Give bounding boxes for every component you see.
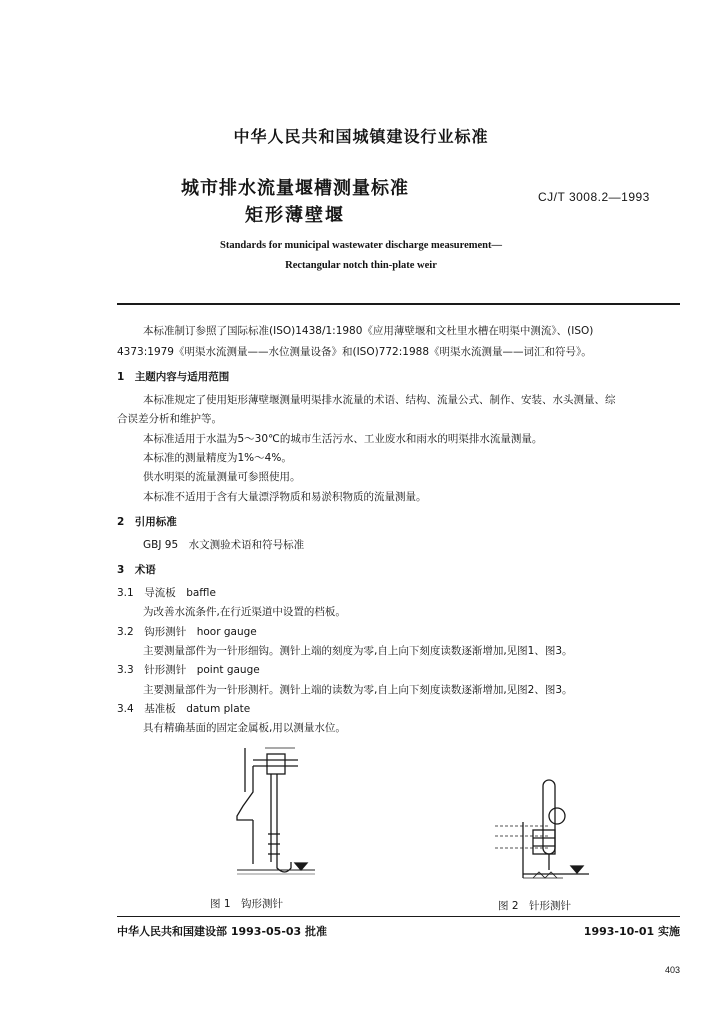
section-1-heading: 1 主题内容与适用范围 <box>117 371 230 383</box>
english-title-line1: Standards for municipal wastewater discharge measurement— <box>219 240 503 251</box>
section-2-heading: 2 引用标准 <box>117 516 177 528</box>
point-gauge-figure <box>493 778 593 890</box>
effective-date: 1993-10-01 实施 <box>583 925 680 938</box>
section-1-line1: 本标准规定了使用矩形薄壁堰测量明渠排水流量的术语、结构、流量公式、制作、安装、水头测量、综 <box>143 394 616 406</box>
term-3-2: 3.2 钩形测针 hoor gauge <box>117 626 257 638</box>
document-subtitle: 矩形薄壁堰 <box>245 205 345 226</box>
footer-divider <box>117 916 680 917</box>
term-3-3-definition: 主要测量部件为一针形测杆。测针上端的读数为零,自上向下刻度读数逐渐增加,见图2、图3。 <box>143 684 573 696</box>
intro-line2: 4373:1979《明渠水流测量——水位测量设备》和(ISO)772:1988《明渠水流测量——词汇和符号》。 <box>117 346 592 358</box>
section-1-line2: 合误差分析和维护等。 <box>117 413 222 425</box>
english-title-line2: Rectangular notch thin-plate weir <box>285 260 437 271</box>
term-3-4: 3.4 基准板 datum plate <box>117 703 251 715</box>
intro-line1: 本标准制订参照了国际标准(ISO)1438/1:1980《应用薄壁堰和文杜里水槽在明渠中测流》、(ISO) <box>143 325 594 337</box>
term-3-1-definition: 为改善水流条件,在行近渠道中设置的档板。 <box>143 606 346 618</box>
figure-2-caption: 图 2 针形测针 <box>498 900 572 912</box>
term-3-1: 3.1 导流板 baffle <box>117 587 216 599</box>
document-title: 城市排水流量堰槽测量标准 <box>181 178 409 199</box>
issuing-organization: 中华人民共和国城镇建设行业标准 <box>233 127 489 146</box>
term-3-3: 3.3 针形测针 point gauge <box>117 664 260 676</box>
section-1-line5: 供水明渠的流量测量可参照使用。 <box>143 471 301 483</box>
hook-gauge-figure <box>225 744 325 884</box>
section-1-line3: 本标准适用于水温为5～30℃的城市生活污水、工业废水和雨水的明渠排水流量测量。 <box>143 433 543 445</box>
header-divider <box>117 303 680 305</box>
figure-1-caption: 图 1 钩形测针 <box>210 898 284 910</box>
term-3-4-definition: 具有精确基面的固定金属板,用以测量水位。 <box>143 722 346 734</box>
section-3-heading: 3 术语 <box>117 564 156 576</box>
term-3-2-definition: 主要测量部件为一针形细钩。测针上端的刻度为零,自上向下刻度读数逐渐增加,见图1、图3。 <box>143 645 573 657</box>
section-1-line6: 本标准不适用于含有大量漂浮物质和易淤积物质的流量测量。 <box>143 491 427 503</box>
page-number: 403 <box>664 965 680 975</box>
section-2-reference: GBJ 95 水文测验术语和符号标准 <box>143 539 305 551</box>
section-1-line4: 本标准的测量精度为1%～4%。 <box>143 452 292 464</box>
approval-date: 中华人民共和国建设部 1993-05-03 批准 <box>117 925 328 938</box>
standard-code: CJ/T 3008.2—1993 <box>538 190 650 204</box>
